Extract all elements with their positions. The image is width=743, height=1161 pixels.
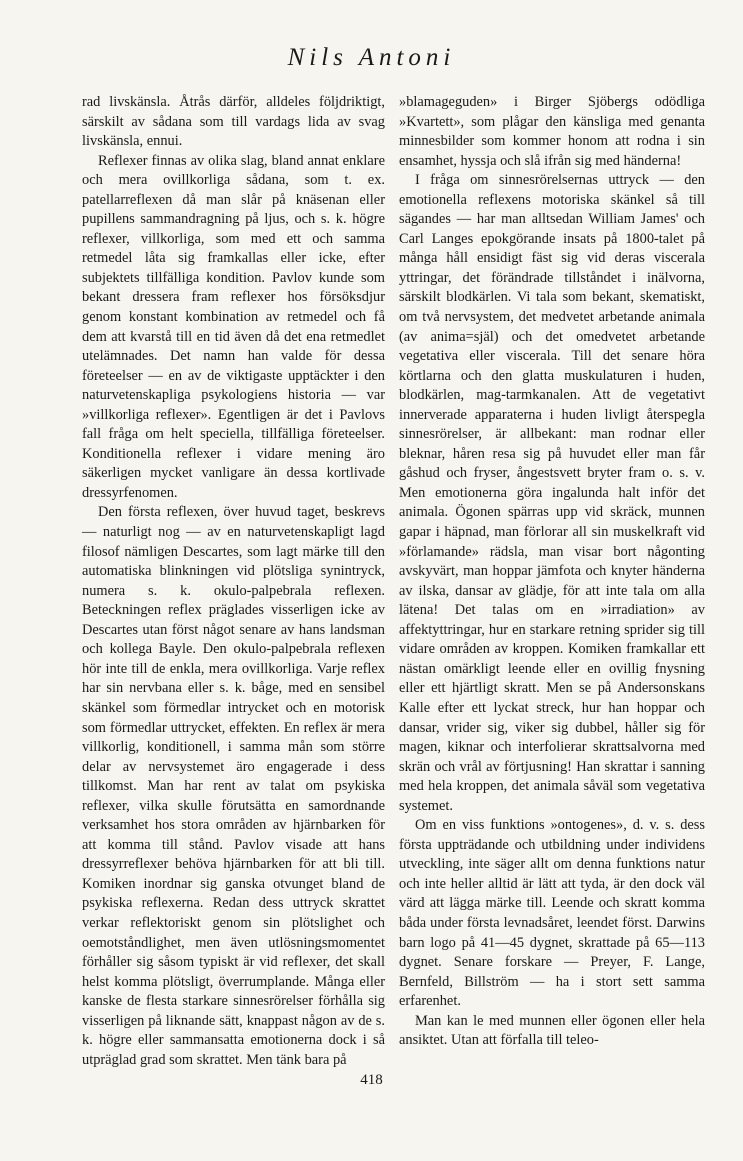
paragraph: Om en viss funktions »ontogenes», d. v. s. dess första uppträdande och utbildning under individens utveckling, inte säger allt om denna funktions natur och inte heller alltid är lätt att tyda, är den dock väl värd att lägga märke till. Leende och skratt komma båda under första levnadsåret, leendet först. Darwins barn logo på 41—45 dygnet, skrattade på 65—113 dygnet. Senare forskare — Preyer, F. Lange, Bernfeld, Billström — ha i stort sett samma erfarenhet. [399,817,705,1010]
paragraph: rad livskänsla. Åtrås därför, alldeles följdriktigt, särskilt av sådana som till vardags lida av svag livskänsla, ennui. [82,94,385,150]
paragraph: Reflexer finnas av olika slag, bland annat enklare och mera ovillkorliga sådana, som t. ex. patellarreflexen då man slår på knäsenan eller pupillens sammandragning på ljus, och s. k. högre reflexer, villkorliga, som med ett och samma retmedel låta sig framkallas eller icke, efter subjektets tillfälliga kondition. Pavlov kunde som bekant dressera fram reflexer hos försöksdjur genom konstant kombination av retmedel och få dem att kvarstå till en tid även då det ena retmedlet utelämnades. Det namn han valde för dessa företeelser — en av de viktigaste upptäckter i den naturvetenskapliga psykologiens historia — var »villkorliga reflexer». Egentligen är det i Pavlovs fall fråga om helt speciella, tillfälliga företeelser. Konditionella reflexer i vidare mening äro säkerligen mycket vanligare än dessa kortlivade dressyrfenomen. [82,152,385,501]
left-column [82,93,385,1070]
right-column [399,93,705,1051]
paragraph: I fråga om sinnesrörelsernas uttryck — den emotionella reflexens motoriska skänkel så till sägandes — har man alltsedan William James' och Carl Langes epokgörande insats på 1800-talet på många håll ensidigt fäst sig vid deras viscerala yttringar, det förändrade tillståndet i inälvorna, särskilt blodkärlen. Vi tala som bekant, skematiskt, om två nervsystem, det medvetet arbetande animala (av anima=själ) och det omedvetet arbetande vegetativa eller viscerala. Till det senare höra körtlarna och den glatta muskulaturen i huden, blodkärlen, mag-tarmkanalen. Att de vegetativt innerverade apparaterna i huden livligt återspegla sinnesrörelser, är allbekant: man rodnar eller bleknar, håren resa sig på huvudet eller man får gåshud och fryser, ångestsvett bryter fram o. s. v. Men emotionerna göra ingalunda halt inför det animala. Ögonen spärras upp vid skräck, munnen gapar i häpnad, man förlorar all sin muskelkraft vid »förlamande» rädsla, man visar bort någonting avskyvärt, man hoppar jämfota och knyter händerna av ilska, dansar av glädje, för att inte tala om alla lätena! Det talas om en »irradiation» av affektyttringar, hur en starkare retning sprider sig till vidare områden av kroppen. Komiken framkallar ett nästan omärkligt leende eller en ovillig fnysning eller ett hjärtligt skratt. Men se på Andersonskans Kalle efter ett lyckat streck, hur han hoppar och dansar, vrider sig, viker sig dubbel, håller sig för magen, kiknar och interfolierar skrattsalvorna med skrän och vrål av förtjusning! Han skrattar i sanning med hela kroppen, det animala såväl som vegetativa systemet. [399,172,705,814]
paragraph: Man kan le med munnen eller ögonen eller hela ansiktet. Utan att förfalla till teleo- [399,1012,705,1049]
page-number: 418 [360,1072,383,1088]
running-title: Nils Antoni [287,44,456,71]
paragraph: »blamageguden» i Birger Sjöbergs odödliga »Kvartett», som plågar den känsliga med genanta minnesbilder som kommer honom att rodna i sin ensamhet, hyssja och slå ifrån sig med händerna! [399,94,705,169]
paragraph: Den första reflexen, över huvud taget, beskrevs — naturligt nog — av en naturvetenskapligt lagd filosof nämligen Descartes, som lagt märke till den automatiska blinkningen vid plötsliga synintryck, numera s. k. okulo-palpebrala reflexen. Beteckningen reflex präglades visserligen icke av Descartes utan först något senare av hans landsman och kollega Bayle. Den okulo-palpebrala reflexen hör inte till de enkla, mera ovillkorliga. Varje reflex har sin nervbana eller s. k. båge, med en sensibel skänkel som förmedlar intrycket och en motorisk som förmedlar uttrycket, effekten. En reflex är mera villkorlig, konditionell, i samma mån som större delar av nervsystemet äro engagerade i dess tillkomst. Man har rent av talat om psykiska reflexer, vilka skulle förutsätta en samordnande verksamhet hos stora områden av hjärnbarken för att komma till stånd. Pavlov visade att hans dressyrreflexer behöva hjärnbarken för att bli till. Komiken inordnar sig ganska otvunget bland de psykiska reflexerna. Redan dess uttryck skrattet verkar reflektoriskt genom sin plötslighet och oemotståndlighet, men även utlösningsmomentet förhåller sig såsom typiskt är vid reflexer, det skall helst komma plötsligt, överrumplande. Många eller kanske de flesta starkare sinnesrörelser förhålla sig visserligen på liknande sätt, knappast någon av de s. k. högre eller sammansatta emotionerna dock i så utpräglad grad som skrattet. Men tänk bara på [82,504,385,1068]
